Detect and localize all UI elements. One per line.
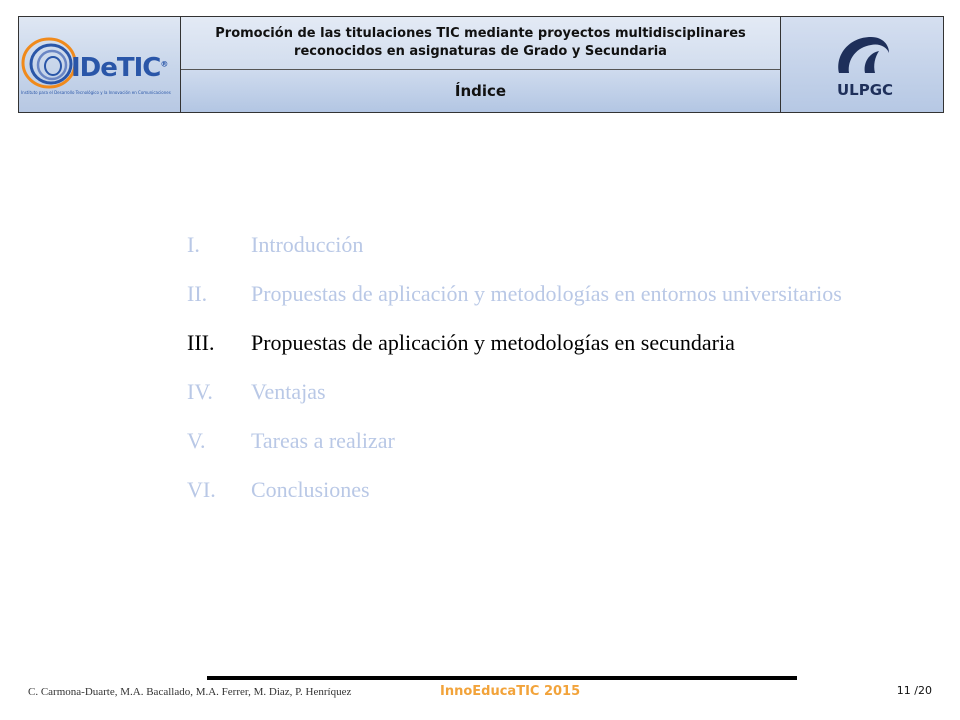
- title-area: [181, 17, 780, 70]
- ulpgc-emblem-icon: [831, 33, 893, 81]
- index-list: [187, 232, 947, 526]
- footer-divider: [207, 676, 797, 680]
- index-item: [187, 281, 947, 330]
- index-number: II.: [187, 281, 208, 306]
- index-number: IV.: [187, 379, 213, 404]
- index-number: III.: [187, 330, 215, 355]
- index-number: VI.: [187, 477, 216, 502]
- ulpgc-wordmark: ULPGC: [837, 81, 894, 99]
- ulpgc-logo: [781, 17, 943, 112]
- header-center: [181, 17, 781, 112]
- footer-authors: C. Carmona-Duarte, M.A. Bacallado, M.A. Ferrer, M. Diaz, P. Henríquez: [28, 686, 352, 698]
- index-label: Conclusiones: [251, 477, 370, 502]
- index-item: [187, 428, 947, 477]
- footer-brand: InnoEducaTIC 2015: [440, 684, 581, 699]
- index-item: [187, 232, 947, 281]
- index-label: Propuestas de aplicación y metodologías en entornos universitarios: [251, 281, 842, 306]
- index-label: Tareas a realizar: [251, 428, 395, 453]
- subtitle-area: [181, 70, 780, 112]
- index-label: Ventajas: [251, 379, 326, 404]
- idetic-logo: [19, 17, 181, 112]
- index-item: [187, 379, 947, 428]
- idetic-wordmark: IDeTIC®: [71, 53, 168, 83]
- index-number: V.: [187, 428, 206, 453]
- index-number: I.: [187, 232, 200, 257]
- index-item: [187, 477, 947, 526]
- index-label: Propuestas de aplicación y metodologías en secundaria: [251, 330, 735, 355]
- slide-header: [18, 16, 944, 113]
- presentation-title: Promoción de las titulaciones TIC mediante proyectos multidisciplinares reconocidos en asignaturas de Grado y Secundaria: [215, 26, 746, 59]
- index-label: Introducción: [251, 232, 364, 257]
- section-title: Índice: [454, 82, 507, 100]
- index-item-current: [187, 330, 947, 379]
- page-number: 11 /20: [896, 684, 932, 697]
- idetic-tagline: Instituto para el Desarrollo Tecnológico y la Innovación en Comunicaciones: [21, 90, 171, 95]
